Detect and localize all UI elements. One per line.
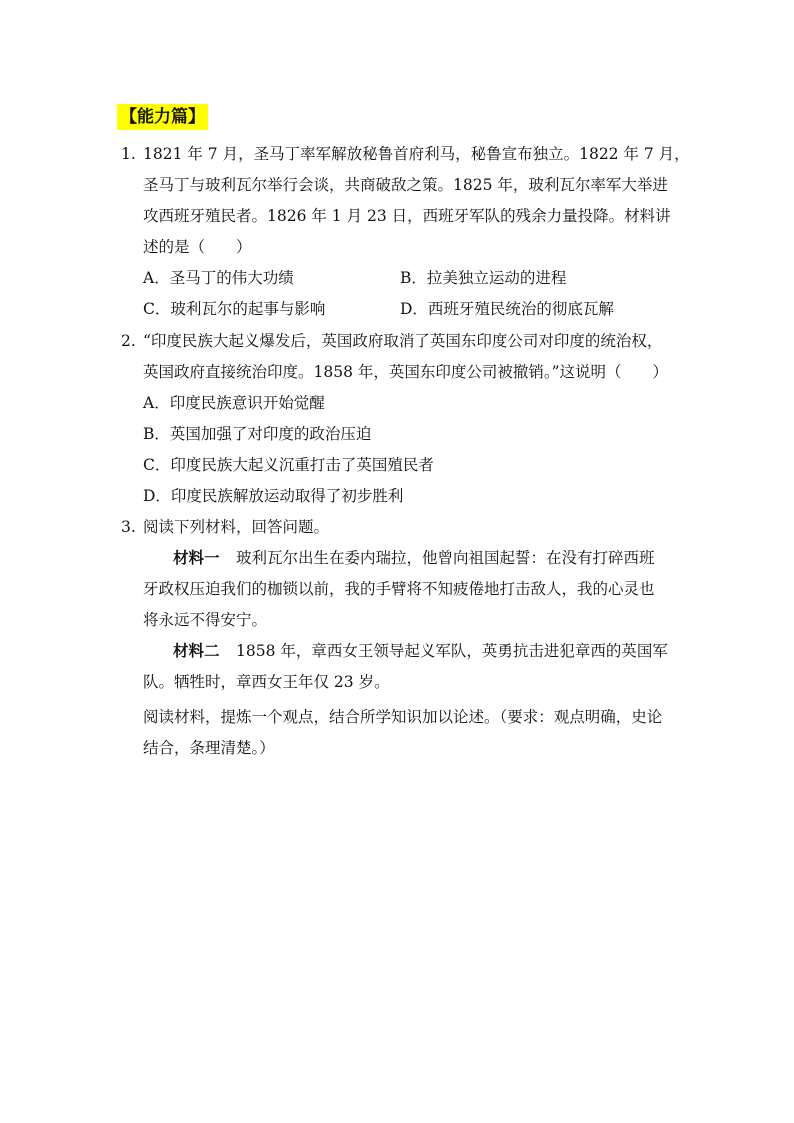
- question-text-line: 1821 年 7 月，圣马丁率军解放秘鲁首府利马，秘鲁宣布独立。1822 年 7 月，: [143, 145, 690, 163]
- question-text-line: 述的是（ ）: [143, 238, 252, 256]
- material-1-text-line: 玻利瓦尔出生在委内瑞拉，他曾向祖国起誓：在没有打碎西班: [236, 549, 655, 567]
- material-1-text-line: 将永远不得安宁。: [143, 611, 268, 629]
- option-a: A．印度民族意识开始觉醒: [143, 394, 325, 412]
- task-text-line: 阅读材料，提炼一个观点，结合所学知识加以论述。（要求：观点明确，史论: [143, 708, 663, 726]
- option-b: B．拉美独立运动的进程: [400, 269, 567, 287]
- option-a: A．圣马丁的伟大功绩: [143, 269, 294, 287]
- task-text-line: 结合，条理清楚。）: [143, 739, 275, 757]
- question-text-line: 攻西班牙殖民者。1826 年 1 月 23 日，西班牙军队的残余力量投降。材料讲: [143, 207, 671, 225]
- material-1-text-line: 牙政权压迫我们的枷锁以前，我的手臂将不知疲倦地打击敌人，我的心灵也: [143, 580, 655, 598]
- question-intro: 阅读下列材料，回答问题。: [143, 518, 330, 536]
- option-b: B．英国加强了对印度的政治压迫: [143, 425, 372, 443]
- option-c: C．玻利瓦尔的起事与影响: [143, 300, 326, 318]
- option-d: D．印度民族解放运动取得了初步胜利: [143, 487, 404, 505]
- material-2-text-line: 1858 年，章西女王领导起义军队，英勇抗击进犯章西的英国军: [236, 642, 668, 660]
- question-text-line: 圣马丁与玻利瓦尔举行会谈，共商破敌之策。1825 年，玻利瓦尔率军大举进: [143, 176, 668, 194]
- material-1-label: 材料一: [173, 549, 220, 567]
- question-text-line: 英国政府直接统治印度。1858 年，英国东印度公司被撤销。”这说明（ ）: [143, 363, 669, 381]
- question-number: 1.: [121, 145, 136, 163]
- question-number: 3.: [121, 518, 136, 536]
- material-2-label: 材料二: [173, 642, 220, 660]
- question-number: 2.: [121, 332, 136, 350]
- option-d: D．西班牙殖民统治的彻底瓦解: [400, 300, 614, 318]
- material-2-text-line: 队。牺牲时，章西女王年仅 23 岁。: [143, 673, 390, 691]
- section-title: 【能力篇】: [117, 104, 208, 130]
- question-text-line: “印度民族大起义爆发后，英国政府取消了英国东印度公司对印度的统治权，: [143, 332, 663, 350]
- option-c: C．印度民族大起义沉重打击了英国殖民者: [143, 456, 434, 474]
